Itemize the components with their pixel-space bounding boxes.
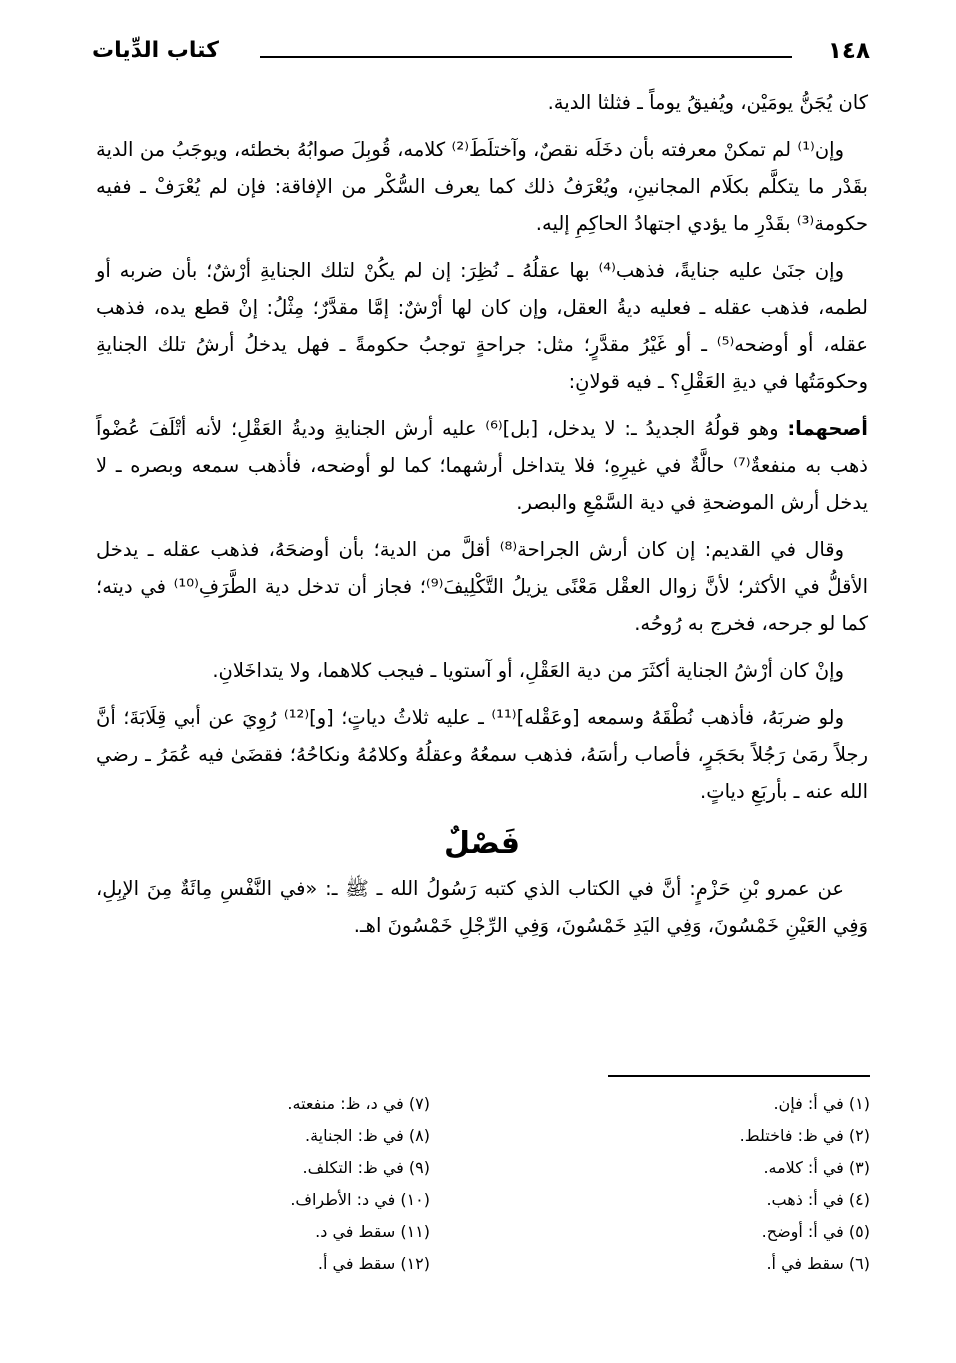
footnote-9: (٩) في ظ: التكلف. bbox=[302, 1158, 430, 1177]
footnote-12: (١٢) سقط في أ. bbox=[317, 1254, 430, 1273]
paragraph-5: وقال في القديم: إن كان أرش الجراحة⁽⁸⁾ أقلَّ من الدية؛ بأن أوضحَهُ، فذهب عقله ـ يدخل الأقلُّ في الأكثر؛ لأنَّ زوال العقْل مَعْنًى يزيلُ التَّكْلِيفَ⁽⁹⁾؛ فجاز أن تدخل دية الطَّرَفِ⁽¹⁰⁾ في ديته؛ كما لو جرحه، فخرج به رُوحُه. bbox=[96, 538, 868, 635]
footnote-8: (٨) في ظ: الجناية. bbox=[305, 1126, 430, 1145]
paragraph-3: وإن جنَىٰ عليه جنايةً، فذهب⁽⁴⁾ بها عقلُهُ ـ نُظِرَ: إن لم يكُنْ لتلك الجنايةِ أرْشٌ؛ بأن ضربه أو لطمه، فذهب عقله ـ فعليه ديةُ العقل، وإن كان لها أرْشٌ: إمَّا مقدَّرٌ؛ مِثْلُ: إنْ قطع يده، فذهب عقله، أو أوضحه⁽⁵⁾ ـ أو غَيْرُ مقدَّرٍ؛ مثل: جراحةٍ توجبُ حكومةً ـ فهل يدخلُ أرشُ تلك الجنايةِ وحكومَتُها في ديةِ العَقْلِ؟ ـ فيه قولانِ: bbox=[96, 259, 868, 393]
section-heading: فَصْلٌ bbox=[444, 826, 520, 861]
section-paragraph: عن عمرو بْنِ حَزْمٍ: أنَّ في الكتاب الذي كتبه رَسُولُ الله ـ ﷺ ـ: «في النَّفْسِ مِائَةٌ مِنَ الإبِلِ، وَفِي العَيْنِ خَمْسُونَ، وَفِي اليَدِ خَمْسُونَ، وَفِي الرِّجْلِ خَمْسُونَ اهـ. bbox=[96, 877, 868, 937]
footnote-3: (٣) في أ: كلامه. bbox=[763, 1158, 870, 1177]
main-text bbox=[96, 84, 868, 954]
footnote-6: (٦) سقط في أ. bbox=[766, 1254, 870, 1273]
paragraph-lead-word: أصحهما: bbox=[787, 417, 868, 440]
page-header bbox=[92, 34, 870, 74]
paragraph-2: وإن⁽¹⁾ لم تمكنْ معرفته بأن دخَلَه نقصٌ، وآختلَطَ⁽²⁾ كلامه، قُوبِلَ صوابُهُ بخطئه، ويوجَبُ من الدية بقَدْر ما يتكلَّم بكلَام المجانينِ، ويُعْرَفُ ذلك كما يعرف السُّكْر من الإفاقة: فإن لم يُعْرَفْ ـ ففيه حكومة⁽³⁾ بقَدْرِ ما يؤدي اجتهادُ الحاكِمِ إليه. bbox=[96, 138, 868, 235]
footnote-7: (٧) في د، ظ: منفعته. bbox=[287, 1094, 430, 1113]
header-rule bbox=[260, 56, 792, 58]
footnotes-column-left bbox=[100, 1088, 430, 1280]
footnote-separator bbox=[608, 1075, 870, 1077]
footnote-4: (٤) في أ: ذهب. bbox=[766, 1190, 870, 1209]
book-title: كتاب الدِّيات bbox=[92, 38, 219, 63]
paragraph-1: كان يُجَنُّ يومَيْن، ويُفيقُ يوماً ـ فثلثا الدية. bbox=[547, 91, 868, 114]
footnote-11: (١١) سقط في د. bbox=[315, 1222, 430, 1241]
paragraph-sahih bbox=[96, 410, 868, 521]
footnotes bbox=[90, 1088, 870, 1288]
footnotes-column-right bbox=[540, 1088, 870, 1280]
footnote-10: (١٠) في د: الأطراف. bbox=[290, 1190, 430, 1209]
paragraph-7: ولو ضربَهُ، فأذهب نُطْقَهُ وسمعه [وعَقْله]⁽¹¹⁾ ـ عليه ثلاثُ دياتٍ؛ [و]⁽¹²⁾ رُوِيَ عن أبي قِلَابَةَ؛ أنَّ رجلاً رمَىٰ رَجُلاً بحَجَرٍ، فأصاب رأسَهُ، فذهب سمعُهُ وعقلُهُ وكلامُهُ ونكاحُهُ؛ فقضَىٰ فيه عُمَرُ ـ رضي الله عنه ـ بأربَعِ دياتٍ. bbox=[96, 706, 868, 803]
footnote-5: (٥) في أ: أوضح. bbox=[761, 1222, 870, 1241]
paragraph-sahih-text: وهو قولُهُ الجديدُ ـ: لا يدخل، [بل]⁽⁶⁾ عليه أرش الجنايةِ وديةُ العَقْلِ؛ لأنه أتْلَفَ عُضْواً ذهب به منفعةٌ⁽⁷⁾ حالَّةٌ في غيرِهِ؛ فلا يتداخل أرشهما؛ كما لو أوضحه، فأذهب سمعه وبصره ـ لا يدخل أرش الموضحةِ في دية السَّمْعِ والبصر. bbox=[96, 417, 868, 514]
paragraph-6: وإنْ كان أرْشُ الجناية أكثَرَ من دية العَقْلِ، أو آستويا ـ فيجب كلاهما، ولا يتداخَلانِ. bbox=[212, 659, 844, 682]
page-number: ١٤٨ bbox=[827, 38, 870, 64]
footnote-1: (١) في أ: فإن. bbox=[773, 1094, 870, 1113]
footnote-2: (٢) في ظ: فاختلط. bbox=[739, 1126, 870, 1145]
